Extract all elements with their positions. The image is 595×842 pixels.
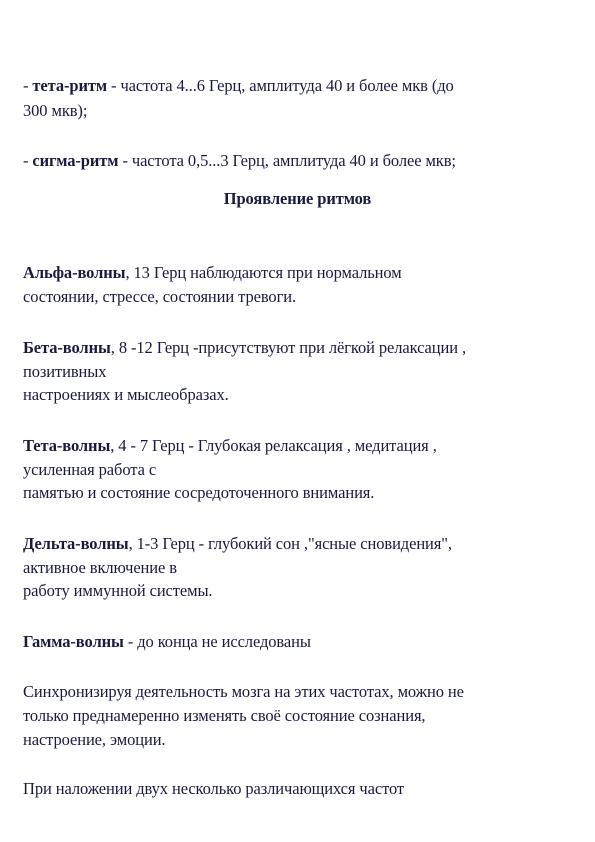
beta-waves-line-1: Бета-волны, 8 -12 Герц -присутствуют при лёгкой релаксации ,: [23, 338, 467, 357]
last-paragraph-line: При наложении двух несколько различающихся частот: [23, 779, 405, 798]
theta-waves-line-3: памятью и состояние сосредоточенного внимания.: [23, 483, 375, 502]
delta-waves-line-1: Дельта-волны, 1-3 Герц - глубокий сон ,"ясные сновидения",: [23, 534, 452, 553]
sigma-rhythm-line: - сигма-ритм - частота 0,5...3 Герц, амплитуда 40 и более мкв;: [23, 151, 456, 170]
beta-waves-line-2: позитивных: [23, 362, 107, 381]
theta-waves-line-2: усиленная работа с: [23, 460, 157, 479]
section-heading: Проявление ритмов: [223, 189, 372, 208]
delta-waves-term: Дельта-волны: [23, 534, 129, 553]
alpha-waves-line-1: Альфа-волны, 13 Герц наблюдаются при нормальном: [23, 263, 402, 282]
theta-rhythm-line-2: 300 мкв);: [23, 101, 88, 120]
gamma-waves-line: Гамма-волны - до конца не исследованы: [23, 632, 311, 651]
gamma-waves-term: Гамма-волны: [23, 632, 124, 651]
beta-waves-line-3: настроениях и мыслеобразах.: [23, 385, 229, 404]
delta-waves-line-3: работу иммунной системы.: [23, 581, 213, 600]
theta-waves-term: Тета-волны: [23, 436, 111, 455]
delta-waves-line-2: активное включение в: [23, 558, 177, 577]
sync-paragraph-line-3: настроение, эмоции.: [23, 730, 166, 749]
sync-paragraph-line-1: Синхронизируя деятельность мозга на этих частотах, можно не: [23, 682, 464, 701]
alpha-waves-line-2: состоянии, стрессе, состоянии тревоги.: [23, 287, 296, 306]
sync-paragraph-line-2: только преднамеренно изменять своё состояние сознания,: [23, 706, 426, 725]
beta-waves-term: Бета-волны: [23, 338, 111, 357]
theta-rhythm-term: тета-ритм: [32, 76, 108, 95]
alpha-waves-term: Альфа-волны: [23, 263, 126, 282]
sigma-rhythm-term: сигма-ритм: [32, 151, 119, 170]
theta-waves-line-1: Тета-волны, 4 - 7 Герц - Глубокая релаксация , медитация ,: [23, 436, 437, 455]
theta-rhythm-line-1: - тета-ритм - частота 4...6 Герц, амплитуда 40 и более мкв (до: [23, 76, 454, 95]
